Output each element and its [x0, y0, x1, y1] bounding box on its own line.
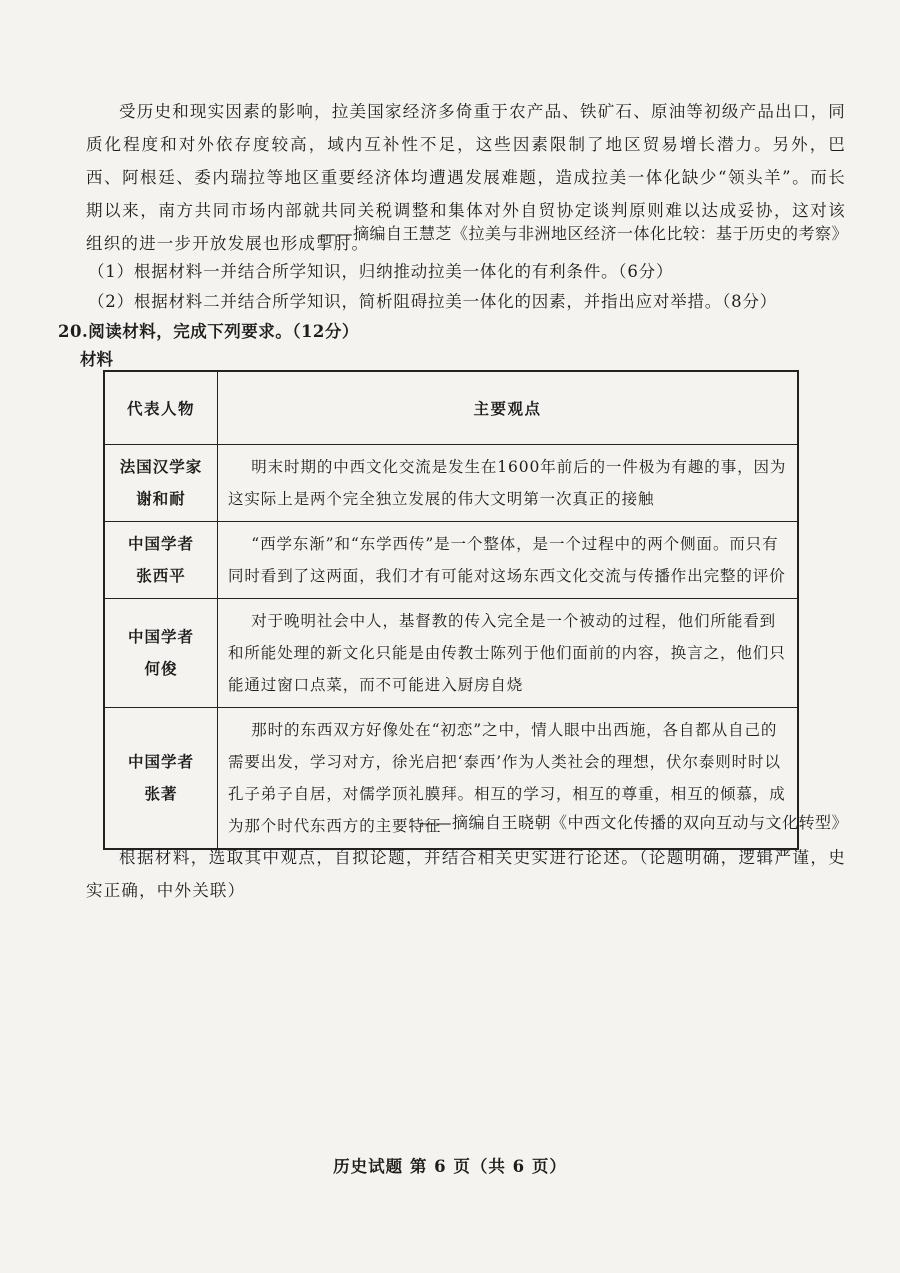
person-name: 谢和耐	[136, 489, 186, 508]
person-name: 张西平	[136, 566, 186, 585]
table-row	[104, 522, 798, 599]
column-header-view: 主要观点	[218, 371, 799, 445]
material-two-source: ——摘编自王慧芝《拉美与非洲地区经济一体化比较：基于历史的考察》	[319, 224, 848, 243]
view-cell: 对于晚明社会中人，基督教的传入完全是一个被动的过程，他们所能看到和所能处理的新文化只能是由传教士陈列于他们面前的内容，换言之，他们只能通过窗口点菜，而不可能进入厨房自烧	[218, 599, 799, 708]
person-title: 中国学者	[127, 752, 194, 771]
table-row	[104, 599, 798, 708]
person-title: 中国学者	[127, 627, 194, 646]
person-name: 张著	[144, 784, 178, 803]
viewpoints-table	[103, 370, 799, 850]
person-title: 法国汉学家	[119, 457, 203, 476]
question-19-part-1: （1）根据材料一并结合所学知识，归纳推动拉美一体化的有利条件。（6分）	[88, 262, 674, 281]
person-name: 何俊	[144, 659, 178, 678]
material-label: 材料	[80, 350, 113, 369]
question-20-heading: 20.阅读材料，完成下列要求。（12分）	[58, 322, 359, 341]
material-source: ——摘编自王晓朝《中西文化传播的双向互动与文化转型》	[418, 813, 848, 832]
view-cell: “西学东渐”和“东学西传”是一个整体，是一个过程中的两个侧面。而只有同时看到了这两面，我们才有可能对这场东西文化交流与传播作出完整的评价	[218, 522, 799, 599]
table-header-row	[104, 371, 798, 445]
question-20-task: 根据材料，选取其中观点，自拟论题，并结合相关史实进行论述。（论题明确，逻辑严谨，史实正确，中外关联）	[86, 848, 846, 900]
view-cell: 那时的东西双方好像处在“初恋”之中，情人眼中出西施，各自都从自己的需要出发，学习对方，徐光启把‘泰西’作为人类社会的理想，伏尔泰则时时以孔子弟子自居，对儒学顶礼膜拜。相互的学习，相互的尊重，相互的倾慕，成为那个时代东西方的主要特征	[218, 708, 799, 850]
person-cell	[104, 445, 218, 522]
person-cell	[104, 599, 218, 708]
view-cell: 明末时期的中西文化交流是发生在1600年前后的一件极为有趣的事，因为这实际上是两个完全独立发展的伟大文明第一次真正的接触	[218, 445, 799, 522]
table-row	[104, 445, 798, 522]
question-19-part-2: （2）根据材料二并结合所学知识，简析阻碍拉美一体化的因素，并指出应对举措。（8分）	[88, 292, 778, 311]
column-header-person: 代表人物	[104, 371, 218, 445]
person-cell	[104, 708, 218, 850]
material-two-paragraph: 受历史和现实因素的影响，拉美国家经济多倚重于农产品、铁矿石、原油等初级产品出口，同质化程度和对外依存度较高，域内互补性不足，这些因素限制了地区贸易增长潜力。另外，巴西、阿根廷、委内瑞拉等地区重要经济体均遭遇发展难题，造成拉美一体化缺少“领头羊”。而长期以来，南方共同市场内部就共同关税调整和集体对外自贸协定谈判原则难以达成妥协，这对该组织的进一步开放发展也形成掣肘。	[86, 102, 846, 253]
page-footer: 历史试题 第 6 页（共 6 页）	[333, 1157, 567, 1176]
person-cell	[104, 522, 218, 599]
person-title: 中国学者	[127, 534, 194, 553]
